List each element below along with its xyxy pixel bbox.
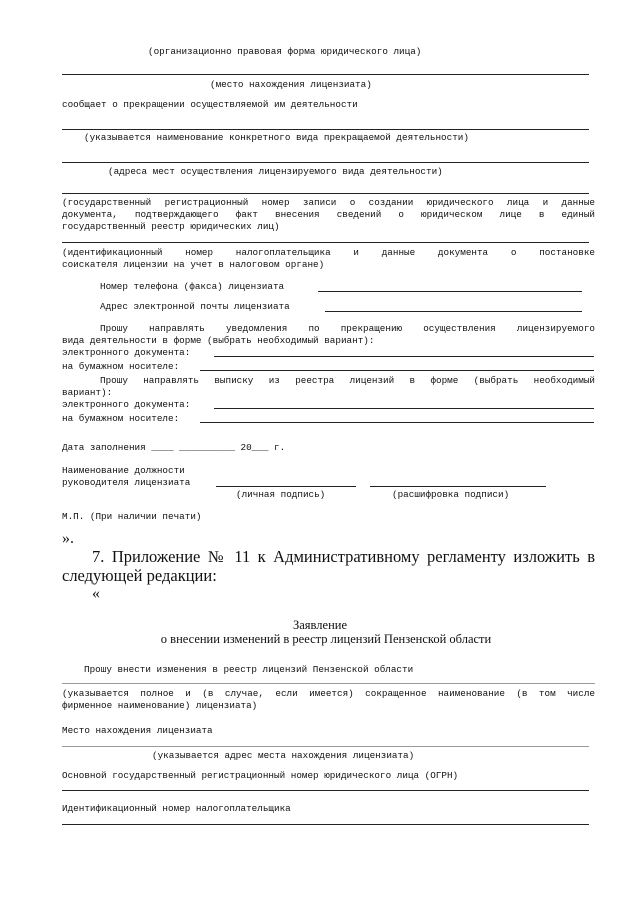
ogrn-caption-3: государственный реестр юридических лиц) [62,221,280,232]
location-caption-2: (указывается адрес места нахождения лицензиата) [152,750,415,761]
org-form-caption: (организационно правовая форма юридического лица) [148,46,422,57]
position-label-1: Наименование должности [62,465,185,476]
ogrn-line[interactable] [62,193,589,194]
location-line[interactable] [62,74,589,75]
reports-text: сообщает о прекращении осуществляемой им деятельности [62,99,358,110]
signature-caption: (личная подпись) [236,489,326,500]
location-label: Место нахождения лицензиата [62,725,213,736]
notice-request-2: вида деятельности в форме (выбрать необходимый вариант): [62,335,375,346]
name-line[interactable] [62,683,595,684]
inn-label: Идентификационный номер налогоплательщика [62,803,291,814]
inn-caption-2: соискателя лицензии на учет в налоговом органе) [62,259,325,270]
request-text: Прошу внести изменения в реестр лицензий Пензенской области [84,664,414,675]
paper-label-1: на бумажном носителе: [62,361,180,372]
location-field[interactable] [62,746,589,747]
extract-request-1: Прошу направлять выписку из реестра лицензий в форме (выбрать необходимый [100,375,595,386]
email-label: Адрес электронной почты лицензиата [100,301,290,312]
ogrn-caption-2: документа, подтверждающего факт внесения сведений о юридическом лице в единый [62,209,595,220]
email-field[interactable] [325,311,582,312]
electronic-field-1[interactable] [214,356,594,357]
form-subtitle: о внесении изменений в реестр лицензий Пензенской области [160,632,492,646]
phone-field[interactable] [318,291,582,292]
inn-line[interactable] [62,242,589,243]
extract-request-2: вариант): [62,387,113,398]
ogrn-label: Основной государственный регистрационный номер юридического лица (ОГРН) [62,770,459,781]
electronic-field-2[interactable] [214,408,594,409]
activity-line[interactable] [62,129,589,130]
paper-field-2[interactable] [200,422,594,423]
closing-quote: ». [62,530,74,547]
position-label-2: руководителя лицензиата [62,477,191,488]
notice-request-1: Прошу направлять уведомления по прекращению осуществления лицензируемого [100,323,595,334]
inn-caption-1: (идентификационный номер налогоплательщика и данные документа о постановке [62,247,595,258]
paper-field-1[interactable] [200,370,594,371]
seal-label: М.П. (При наличии печати) [62,511,202,522]
ogrn-field[interactable] [62,790,589,791]
item7-line-2: следующей редакции: [62,566,217,585]
inn-field[interactable] [62,824,589,825]
decoding-caption: (расшифровка подписи) [392,489,510,500]
name-caption-1: (указывается полное и (в случае, если имеется) сокращенное наименование (в том числе [62,688,595,699]
decoding-line[interactable] [370,486,546,487]
phone-label: Номер телефона (факса) лицензиата [100,281,285,292]
paper-label-2: на бумажном носителе: [62,413,180,424]
opening-quote: « [92,585,100,602]
item7-line-1: 7. Приложение № 11 к Административному регламенту изложить в [92,547,595,566]
name-caption-2: фирменное наименование) лицензиата) [62,700,258,711]
electronic-label-2: электронного документа: [62,399,191,410]
ogrn-caption-1: (государственный регистрационный номер записи о создании юридического лица и данные [62,197,595,208]
addresses-line[interactable] [62,162,589,163]
fill-date: Дата заполнения ____ __________ 20___ г. [62,442,286,453]
location-caption: (место нахождения лицензиата) [210,79,372,90]
addresses-caption: (адреса мест осуществления лицензируемого вида деятельности) [108,166,443,177]
activity-caption: (указывается наименование конкретного вида прекращаемой деятельности) [84,132,469,143]
electronic-label-1: электронного документа: [62,347,191,358]
signature-line[interactable] [216,486,356,487]
form-title: Заявление [292,618,347,632]
